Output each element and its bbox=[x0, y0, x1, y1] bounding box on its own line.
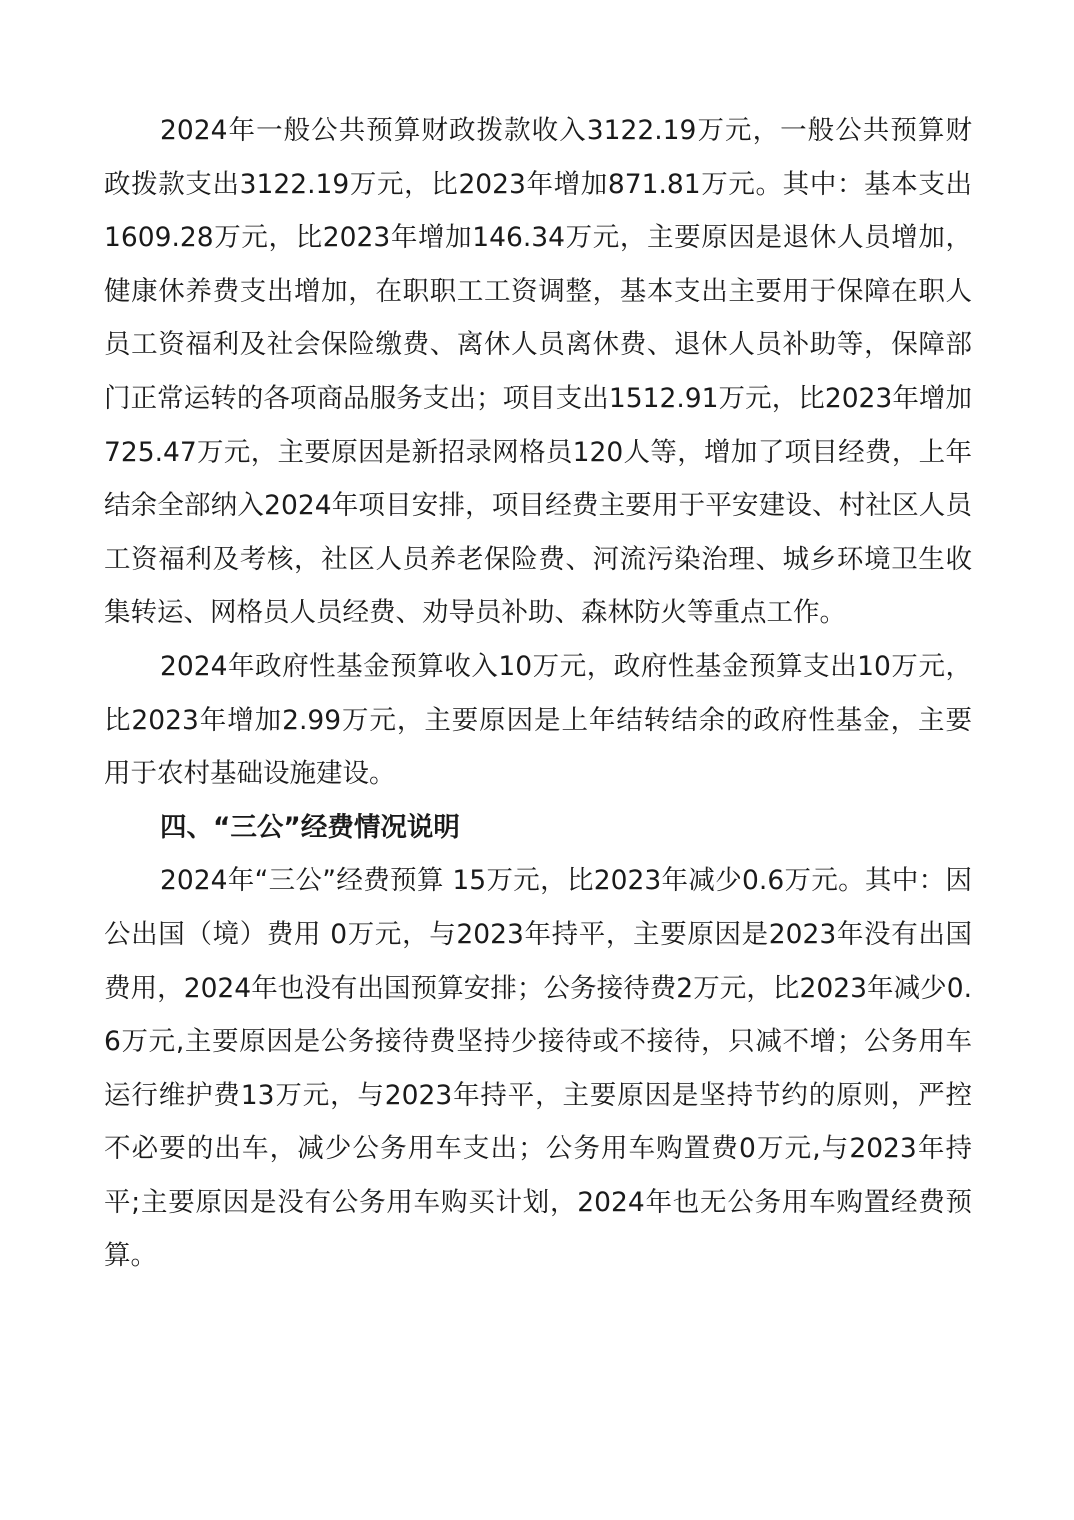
paragraph-government-fund: 2024年政府性基金预算收入10万元，政府性基金预算支出10万元，比2023年增加2.99万元，主要原因是上年结转结余的政府性基金，主要用于农村基础设施建设。 bbox=[104, 650, 972, 790]
paragraph-general-budget: 2024年一般公共预算财政拨款收入3122.19万元，一般公共预算财政拨款支出3122.19万元，比2023年增加871.81万元。其中：基本支出1609.28万元，比2023年增加146.34万元，主要原因是退休人员增加，健康休养费支出增加，在职职工工资调整，基本支出主要用于保障在职人员工资福利及社会保险缴费、离休人员离休费、退休人员补助等，保障部门正常运转的各项商品服务支出；项目支出1512.91万元，比2023年增加725.47万元，主要原因是新招录网格员120人等，增加了项目经费，上年结余全部纳入2024年项目安排，项目经费主要用于平安建设、村社区人员工资福利及考核，社区人员养老保险费、河流污染治理、城乡环境卫生收集转运、网格员人员经费、劝导员补助、森林防火等重点工作。 bbox=[104, 115, 972, 629]
paragraph-three-public-expenses: 2024年“三公”经费预算 15万元，比2023年减少0.6万元。其中：因公出国（境）费用 0万元，与2023年持平，主要原因是2023年没有出国费用，2024年也没有出国预算安排；公务接待费2万元，比2023年减少0.6万元,主要原因是公务接待费坚持少接待或不接待，只减不增；公务用车运行维护费13万元，与2023年持平，主要原因是坚持节约的原则，严控不必要的出车，减少公务用车支出；公务用车购置费0万元,与2023年持平;主要原因是没有公务用车购买计划，2024年也无公务用车购置经费预算。 bbox=[104, 865, 972, 1272]
section-heading-three-public: 四、“三公”经费情况说明 bbox=[160, 811, 460, 843]
document-body bbox=[104, 104, 972, 1283]
